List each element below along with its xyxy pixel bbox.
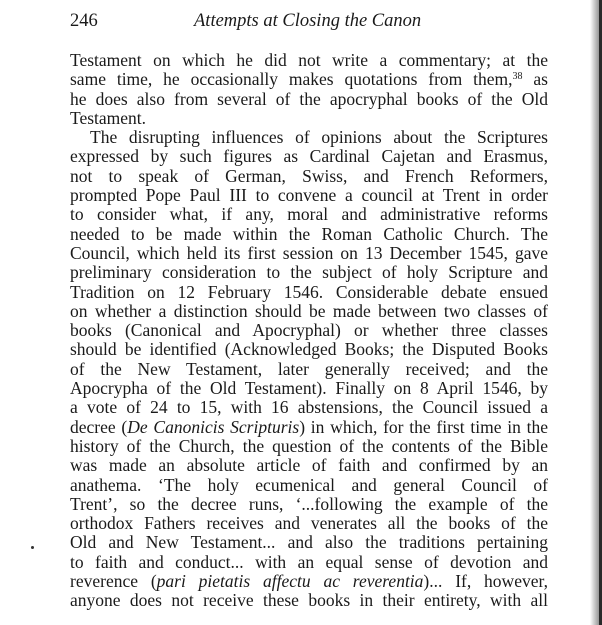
text-line: Old and New Testament... and also the traditions pertaining xyxy=(70,532,548,553)
text-segment: ) in which, for the first time in the xyxy=(299,416,548,437)
page-header xyxy=(70,11,550,37)
text-line: Council, which held its first session on 13 December 1545, gave xyxy=(70,242,548,263)
text-segment: reverence ( xyxy=(70,571,157,592)
text-line: The disrupting influences of opinions about the Scriptures xyxy=(90,127,548,148)
scan-speck xyxy=(31,546,34,549)
text-line: to faith and conduct... with an equal sense of devotion and xyxy=(70,551,548,572)
text-segment: )... If, however, xyxy=(423,571,548,592)
text-line: anyone does not receive these books in their entirety, with all xyxy=(70,590,548,611)
text-line: expressed by such figures as Cardinal Cajetan and Erasmus, xyxy=(70,146,548,167)
italic-latin-phrase: pari pietatis affectu ac reverentia xyxy=(156,571,424,592)
text-line: Trent’, so the decree runs, ‘...following the example of the xyxy=(70,493,548,514)
text-segment: as xyxy=(522,69,548,90)
text-line: Testament on which he did not write a commentary; at the xyxy=(70,50,548,70)
text-line: not to speak of German, Swiss, and French Reformers, xyxy=(70,165,548,186)
text-line xyxy=(70,572,548,591)
text-line: to consider what, if any, moral and administrative reforms xyxy=(70,204,548,225)
text-line: preliminary consideration to the subject of holy Scripture and xyxy=(70,262,548,283)
text-line: history of the Church, the question of the contents of the Bible xyxy=(70,435,548,456)
paragraph-1 xyxy=(70,51,548,128)
text-line: orthodox Fathers receives and venerates all the books of the xyxy=(70,513,548,534)
paragraph-2 xyxy=(70,128,548,610)
text-line: needed to be made within the Roman Catholic Church. The xyxy=(70,223,548,244)
text-line: Tradition on 12 February 1546. Considerable debate ensued xyxy=(70,281,548,302)
text-line: was made an absolute article of faith and confirmed by an xyxy=(70,455,548,476)
text-line xyxy=(70,418,548,437)
page-number: 246 xyxy=(70,11,98,31)
text-line: he does also from several of the apocryphal books of the Old xyxy=(70,88,548,109)
text-line: on whether a distinction should be made between two classes of xyxy=(70,300,548,321)
text-line: should be identified (Acknowledged Books; the Disputed Books xyxy=(70,339,548,360)
text-line xyxy=(70,70,548,89)
text-line: books (Canonical and Apocryphal) or whether three classes xyxy=(70,320,548,341)
text-line: Testament. xyxy=(70,107,147,128)
text-line: a vote of 24 to 15, with 16 abstensions, the Council issued a xyxy=(70,397,548,418)
text-line: prompted Pope Paul III to convene a council at Trent in order xyxy=(70,185,548,206)
text-line: Apocrypha of the Old Testament). Finally on 8 April 1546, by xyxy=(70,378,548,399)
footnote-reference: 38 xyxy=(512,71,523,83)
italic-title: De Canonicis Scripturis xyxy=(127,416,300,437)
text-line: anathema. ‘The holy ecumenical and general Council of xyxy=(70,474,548,495)
text-segment: same time, he occasionally makes quotations from them, xyxy=(70,69,513,90)
body-text xyxy=(70,51,548,611)
text-line: of the New Testament, later generally received; and the xyxy=(70,358,548,379)
running-title: Attempts at Closing the Canon xyxy=(194,11,422,31)
text-segment: decree ( xyxy=(70,416,128,437)
